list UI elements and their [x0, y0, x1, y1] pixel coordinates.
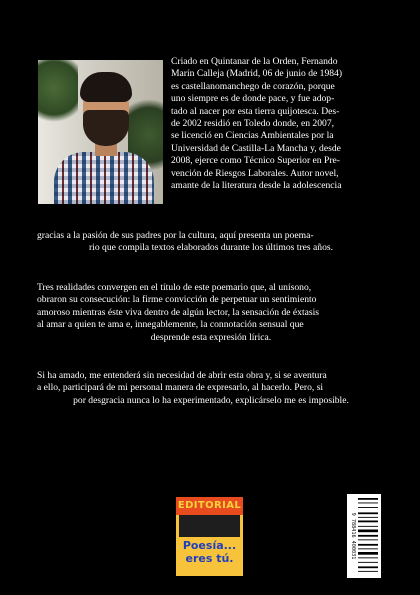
barcode-graphic	[347, 494, 381, 578]
bio-line: rio que compila textos elaborados durante los últimos tres años.	[88, 242, 334, 254]
blurb-line: al amar a quien te ama e, innegablemente, la connotación sensual que	[37, 319, 304, 331]
barcode-bar	[358, 517, 378, 518]
barcode-digits: 9 788416 400031	[350, 512, 356, 560]
publisher-logo-main-text	[176, 539, 243, 565]
author-photo	[38, 60, 163, 204]
publisher-logo-line-2: eres tú.	[185, 552, 234, 565]
blurb-line: desprende esta expresión lírica.	[150, 331, 272, 343]
photo-plant-left	[38, 60, 78, 130]
author-bio-beside-photo	[171, 56, 385, 192]
bio-line: gracias a la pasión de sus padres por la cultura, aquí presenta un poema-	[37, 230, 314, 241]
barcode-bar	[358, 544, 378, 546]
barcode-bar	[358, 498, 378, 500]
bio-line: es castellanomanchego de corazón, porque	[171, 80, 335, 92]
barcode-bar	[358, 512, 378, 514]
barcode-bar	[358, 535, 378, 537]
blurb-line: Tres realidades convergen en el título de este poemario que, al unísono,	[37, 282, 312, 293]
barcode-bar	[358, 557, 378, 558]
bio-line: Universidad de Castilla-La Mancha y, desde	[171, 142, 341, 154]
author-bio-full-width	[37, 230, 385, 255]
photo-plaid-shirt	[54, 152, 154, 204]
bio-line: Criado en Quintanar de la Orden, Fernando	[171, 56, 338, 67]
barcode-bar	[358, 503, 378, 504]
isbn-barcode	[347, 494, 381, 578]
publisher-logo-line-1: Poesía...	[182, 539, 237, 552]
barcode-bar	[358, 548, 378, 549]
barcode-bar	[358, 562, 378, 563]
bio-line: de 2002 residió en Toledo donde, en 2007,	[171, 118, 335, 130]
barcode-bars	[358, 498, 378, 572]
bio-line: tado al nacer por esta tierra quijotesca. Des-	[171, 105, 340, 117]
barcode-bar	[358, 566, 378, 568]
blurb-line: a ello, participará de mi personal manera de expresarlo, al hacerlo. Pero, si	[37, 382, 324, 394]
bio-line: uno siempre es de donde pace, y fue adop-	[171, 93, 335, 105]
barcode-bar	[358, 571, 378, 572]
barcode-bar	[358, 521, 378, 523]
blurb-line: amoroso mientras éste viva dentro de algún lector, la sensación de éxtasis	[37, 306, 320, 318]
barcode-bar	[358, 507, 378, 508]
barcode-bar	[358, 539, 378, 540]
publisher-logo-top-text: EDITORIAL	[176, 497, 243, 515]
blurb-paragraph-2	[37, 370, 385, 407]
bio-line: se licenció en Ciencias Ambientales por la	[171, 130, 334, 142]
blurb-line: por desgracia nunca lo ha experimentado, explicárselo me es imposible.	[73, 394, 349, 406]
bio-line: amante de la literatura desde la adolescencia	[171, 180, 342, 192]
publisher-logo	[176, 497, 243, 576]
blurb-line: Si ha amado, me entenderá sin necesidad de abrir esta obra y, si se aventura	[37, 370, 327, 381]
bio-line: 2008, ejerce como Técnico Superior en Pre-	[171, 155, 340, 167]
blurb-line: obraron su consecución: la firme convicción de perpetuar un sentimiento	[37, 294, 317, 306]
publisher-logo-dark-band	[179, 515, 240, 537]
barcode-bar	[358, 552, 378, 555]
blurb-paragraph-1	[37, 282, 385, 344]
bio-line: Marín Calleja (Madrid, 06 de junio de 1984)	[171, 68, 343, 80]
photo-hair	[80, 72, 132, 102]
bio-line: vención de Riesgos Laborales. Autor novel,	[171, 167, 339, 179]
barcode-bar	[358, 526, 378, 527]
barcode-bar	[358, 530, 378, 533]
